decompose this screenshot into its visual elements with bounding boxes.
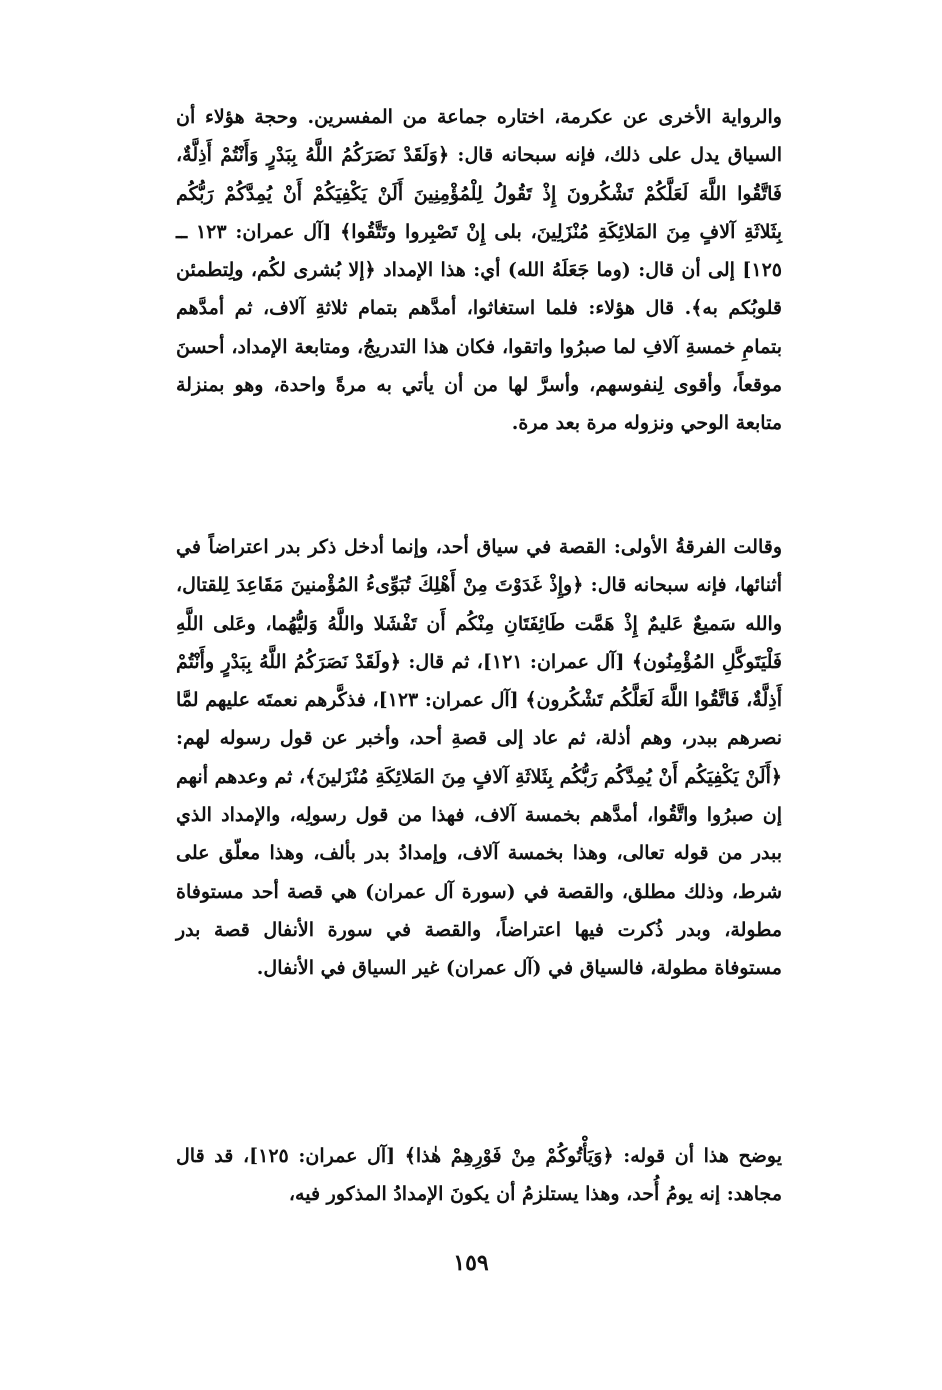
paragraph-text: وقالت الفرقةُ الأولى: القصة في سياق أحد، وإنما أدخل ذكر بدر اعتراضاً في أثنائها، فإنه سبحانه قال: ﴿وإِذْ غَدَوْتَ مِنْ أَهْلِكَ تُبَوِّىءُ المُؤْمنينَ مَقَاعِدَ لِلقتال، والله سَميعٌ عَليمٌ إِذْ هَمَّت طَائِفَتَانِ مِنْكُم أَن تَفْشَلا واللَّهُ وَليُّهُما، وعَلى اللَّهِ فَلْيَتَوكَّلِ المُؤْمِنُون﴾ [آل عمران: ١٢١]، ثم قال: ﴿ولَقَدْ نَصَرَكُمُ اللَّهُ بِبَدْرٍ وأَنْتُمْ أَذِلَّةٌ، فَاتَّقُوا اللَّهَ لَعَلَّكُم تَشْكُرون﴾ [آل عمران: ١٢٣]، فذكَّرهم نعمتَه عليهم لمَّا نصرهم ببدر، وهم أذلة، ثم عاد إلى قصةِ أحد، وأخبر عن قول رسوله لهم: ﴿أَلَنْ يَكْفِيَكُم أَنْ يُمِدَّكُم رَبُّكُم بِثَلاثَةِ آلافٍ مِنَ المَلائِكَةِ مُنْزَلينَ﴾، ثم وعدهم أنهم إن صبرُوا واتَّقُوا، أمدَّهم بخمسة آلاف، فهذا من قول رسولِه، والإمداد الذي ببدر من قوله تعالى، وهذا بخمسة آلاف، وإمدادُ بدر بألف، وهذا معلّق على شرط، وذلك مطلق، والقصة في (سورة آل عمران) هي قصة أحد مستوفاة مطولة، وبدر ذُكرت فيها اعتراضاً، والقصة في سورة الأنفال قصة بدر مستوفاة مطولة، فالسياق في (آل عمران) غير السياق في الأنفال. <box>176 536 783 980</box>
paragraph-2 <box>176 528 782 988</box>
paragraph-3 <box>176 1137 782 1214</box>
paragraph-1 <box>176 98 782 443</box>
page-number: ١٥٩ <box>453 1250 489 1276</box>
paragraph-text: والرواية الأخرى عن عكرمة، اختاره جماعة من المفسرين. وحجة هؤلاء أن السياق يدل على ذلك، فإنه سبحانه قال: ﴿وَلَقَدْ نَصَرَكُمُ اللَّهُ بِبَدْرٍ وَأَنْتُمْ أَذِلَّةٌ، فَاتَّقُوا اللَّهَ لَعَلَّكُمْ تَشْكُرونَ إِذْ تَقُولُ لِلْمُؤْمِنِينَ أَلَنْ يَكْفِيَكُمْ أَنْ يُمِدَّكُمْ رَبُّكُم بِثَلاثَةِ آلافٍ مِنَ المَلائِكَةِ مُنْزَلِينَ، بلى إِنْ تَصْبِروا وتَتَّقُوا﴾ [آل عمران: ١٢٣ ــ ١٢٥] إلى أن قال: (وما جَعَلَهُ الله) أي: هذا الإمداد ﴿إلا بُشرى لكُم، ولِتطمئن قلوبُكم به﴾. قال هؤلاء: فلما استغاثوا، أمدَّهم بتمام ثلاثةِ آلاف، ثم أمدَّهم بتمامِ خمسةِ آلافِ لما صبرُوا واتقوا، فكان هذا التدريجُ، ومتابعة الإمداد، أحسنَ موقعاً، وأقوى لِنفوسهم، وأسرَّ لها من أن يأتي به مرةً واحدة، وهو بمنزلة متابعة الوحي ونزوله مرة بعد مرة. <box>176 106 783 435</box>
paragraph-text: يوضح هذا أن قوله: ﴿وَيَأْتُوكُمْ مِنْ فَوْرِهِمْ هٰذا﴾ [آل عمران: ١٢٥]، قد قال مجاهد: إنه يومُ أُحد، وهذا يستلزمُ أن يكونَ الإمدادُ المذكور فيه، <box>176 1145 783 1206</box>
